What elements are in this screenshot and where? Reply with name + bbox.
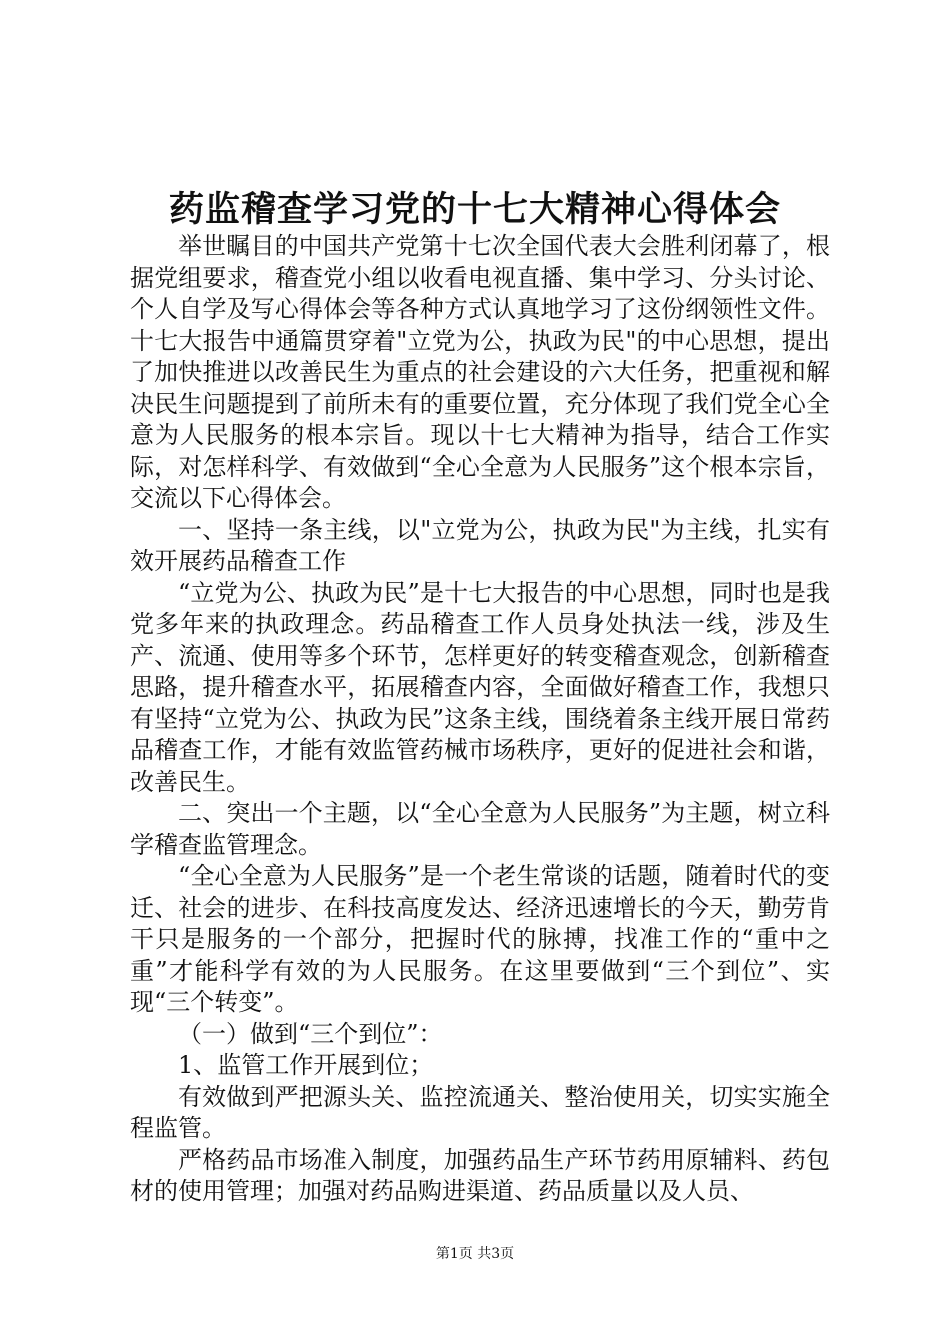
page-footer: 第1页 共3页 xyxy=(435,1246,515,1262)
paragraph-section-2: “全心全意为人民服务”是一个老生常谈的话题，随着时代的变迁、社会的进步、在科技高度发达、经济迅速增长的今天，勤劳肯干只是服务的一个部分，把握时代的脉搏，找准工作的“重中之重”才能科学有效的为人民服务。在这里要做到“三个到位”、实现“三个转变”。 xyxy=(130,862,830,1016)
section-heading-1: 一、坚持一条主线，以"立党为公，执政为民"为主线，扎实有效开展药品稽查工作 xyxy=(130,515,830,575)
paragraph-section-1: “立党为公、执政为民”是十七大报告的中心思想，同时也是我党多年来的执政理念。药品稽查工作人员身处执法一线，涉及生产、流通、使用等多个环节，怎样更好的转变稽查观念，创新稽查思路，提升稽查水平，拓展稽查内容，全面做好稽查工作，我想只有坚持“立党为公、执政为民”这条主线，围绕着条主线开展日常药品稽查工作，才能有效监管药械市场秩序，更好的促进社会和谐，改善民生。 xyxy=(130,578,830,796)
section-heading-2: 二、突出一个主题，以“全心全意为人民服务”为主题，树立科学稽查监管理念。 xyxy=(130,799,830,859)
paragraph-item-1-detail: 严格药品市场准入制度，加强药品生产环节药用原辅料、药包材的使用管理；加强对药品购进渠道、药品质量以及人员、 xyxy=(130,1145,830,1205)
document-title: 药监稽查学习党的十七大精神心得体会 xyxy=(168,189,781,230)
item-heading-1: 1、监管工作开展到位； xyxy=(178,1051,434,1079)
paragraph-item-1: 有效做到严把源头关、监控流通关、整治使用关，切实实施全程监管。 xyxy=(130,1082,830,1142)
subsection-heading-1: （一）做到“三个到位”： xyxy=(178,1019,443,1048)
document-body xyxy=(130,231,830,1208)
paragraph-intro: 举世瞩目的中国共产党第十七次全国代表大会胜利闭幕了，根据党组要求，稽查党小组以收看电视直播、集中学习、分头讨论、个人自学及写心得体会等各种方式认真地学习了这份纲领性文件。十七大报告中通篇贯穿着"立党为公，执政为民"的中心思想，提出了加快推进以改善民生为重点的社会建设的六大任务，把重视和解决民生问题提到了前所未有的重要位置，充分体现了我们党全心全意为人民服务的根本宗旨。现以十七大精神为指导，结合工作实际，对怎样科学、有效做到“全心全意为人民服务”这个根本宗旨，交流以下心得体会。 xyxy=(130,232,830,512)
